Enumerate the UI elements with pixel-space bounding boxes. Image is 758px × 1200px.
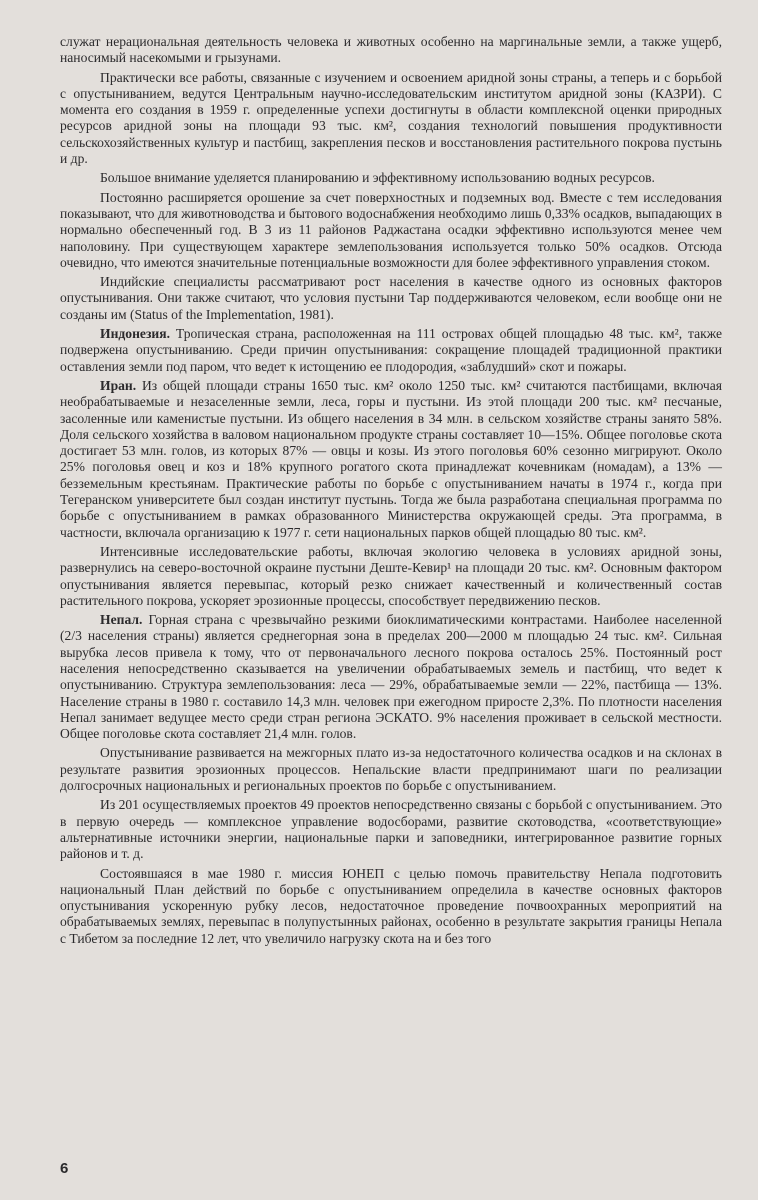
paragraph-1: служат нерациональная деятельность человека и животных особенно на маргинальные земли, а также ущерб, наносимый насекомыми и грызунами. <box>60 34 722 66</box>
paragraph-5: Индийские специалисты рассматривают рост населения в качестве одного из основных факторов опустынивания. Они также считают, что условия пустыни Тар поддерживаются человеком, если вообще они не созданы им (Status of the Implementation, 1981). <box>60 274 722 322</box>
paragraph-10: Опустынивание развивается на межгорных плато из-за недостаточного количества осадков и на склонах в результате развития эрозионных процессов. Непальские власти предпринимают шаги по реализации долгосрочных национальных и региональных проектов по борьбе с опустыниванием. <box>60 745 722 794</box>
paragraph-nepal: Непал. Горная страна с чрезвычайно резкими биоклиматическими контрастами. Наиболее населенной (2/3 населения страны) является среднегорная зона в пределах 200—2000 м площадью 24 тыс. км². Сильная вырубка лесов привела к тому, что от первоначального лесного покрова осталось 25%. Постоянный рост населения непосредственно сказывается на увеличении обрабатываемых земель и пастбищ, что ведет к опустыниванию. Структура землепользования: леса — 29%, обрабатываемые земли — 22%, пастбища — 13%. Население страны в 1980 г. составило 14,3 млн. человек при ежегодном приросте 2,3%. По плотности населения Непал занимает ведущее место среди стран региона ЭСКАТО. 9% населения проживает в сельской местности. Общее поголовье скота составляет 21,4 млн. голов. <box>60 612 722 742</box>
page-number: 6 <box>60 1160 69 1177</box>
paragraph-4: Постоянно расширяется орошение за счет поверхностных и подземных вод. Вместе с тем исследования показывают, что для животноводства и бытового водоснабжения необходимо лишь 0,33% осадков, выпадающих в нормально обеспеченный год. В 3 из 11 районов Раджастана осадки эффективно используются менее чем наполовину. При существующем характере землепользования используется только 50% осадков. Отсюда очевидно, что имеются значительные потенциальные возможности для более эффективного управления стоком. <box>60 189 722 270</box>
paragraph-8: Интенсивные исследовательские работы, включая экологию человека в условиях аридной зоны, развернулись на северо-восточной окраине пустыни Деште-Кевир¹ на площади 20 тыс. км². Основным фактором опустынивания является перевыпас, который резко снижает качественный и количественный состав растительного покрова, ускоряет эрозионные процессы, способствует передвижению песков. <box>60 543 722 608</box>
paragraph-3: Большое внимание уделяется планированию и эффективному использованию водных ресурсов. <box>100 170 655 186</box>
paragraph-11: Из 201 осуществляемых проектов 49 проектов непосредственно связаны с борьбой с опустыниванием. Это в первую очередь — комплексное управление водосборами, развитие скотоводства, «соответствующие» альтернативные источники энергии, национальные парки и заповедники, интегрированное развитие горных районов и т. д. <box>60 797 722 862</box>
paragraph-indonesia: Индонезия. Тропическая страна, расположенная на 111 островах общей площадью 48 тыс. км², также подвержена опустыниванию. Среди причин опустынивания: сокращение площадей традиционной практики оставления земли под паром, что ведет к истощению ее плодородия, «заблудший» скот и пожары. <box>60 326 722 374</box>
paragraph-12: Состоявшаяся в мае 1980 г. миссия ЮНЕП с целью помочь правительству Непала подготовить национальный План действий по борьбе с опустыниванием определила в качестве основных факторов опустынивания ускоренную рубку лесов, недостаточное проведение почвоохранных мероприятий на обрабатываемых землях, перевыпас в полупустынных районах, особенно в результате закрытия границы Непала с Тибетом за последние 12 лет, что увеличило нагрузку скота на и без того <box>60 865 722 946</box>
country-heading-iran: Иран. <box>100 377 137 393</box>
country-heading-nepal: Непал. <box>100 612 143 628</box>
body-text <box>60 34 722 947</box>
paragraph-iran: Иран. Из общей площади страны 1650 тыс. км² около 1250 тыс. км² считаются пастбищами, включая необрабатываемые и незаселенные земли, леса, горы и пустыни. Из этой площади 200 тыс. км² песчаные, засоленные или каменистые пустыни. Из общего населения в 34 млн. в сельском хозяйстве страны занято 58%. Доля сельского хозяйства в валовом национальном продукте страны составляет 10—15%. Общее поголовье скота достигает 53 млн. голов, из которых 87% — овцы и козы. Из этого поголовья 60% сезонно мигрируют. Около 25% поголовья овец и коз и 18% крупного рогатого скота принадлежат кочевникам (номадам), а 13% — безземельным крестьянам. Практические работы по борьбе с опустыниванием начаты в 1974 г., когда при Тегеранском университете был создан институт пустынь. Тогда же была разработана специальная программа по борьбе с опустыниванием в рамках образованного Министерства окружающей среды. Эта программа, в частности, включала организацию к 1977 г. сети национальных парков общей площадью 80 тыс. км². <box>60 377 722 540</box>
paragraph-2: Практически все работы, связанные с изучением и освоением аридной зоны страны, а теперь и с борьбой с опустыниванием, ведутся Центральным научно-исследовательским институтом аридной зоны (КАЗРИ). С момента его создания в 1959 г. определенные успехи достигнуты в области комплексной оценки природных ресурсов аридной зоны на площади 93 тыс. км², создания технологий повышения продуктивности сельскохозяйственных культур и пастбищ, закрепления песков и восстановления растительного покрова пустынь и др. <box>60 69 722 167</box>
country-heading-indonesia: Индонезия. <box>100 326 170 342</box>
